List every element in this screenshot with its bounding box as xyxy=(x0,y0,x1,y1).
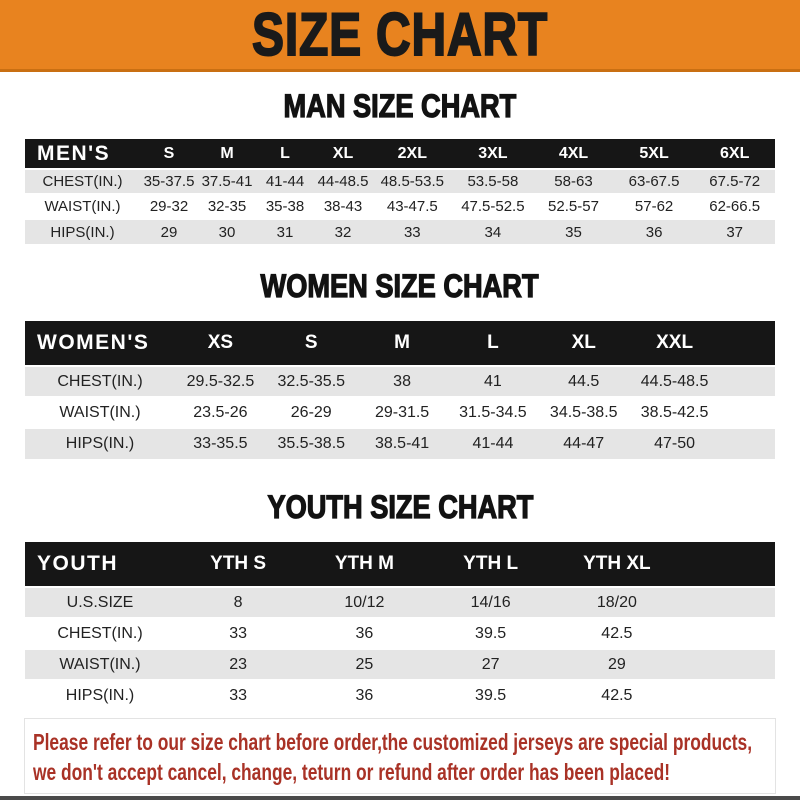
value-cell: 34 xyxy=(453,219,534,244)
table-row xyxy=(25,587,775,618)
value-cell: 31.5-34.5 xyxy=(447,397,538,428)
women-section-heading-text: WOMEN SIZE CHART xyxy=(260,268,540,304)
table-title-cell: YOUTH xyxy=(25,542,175,587)
disclaimer-line-2: we don't accept cancel, change, teturn or refund after order has been placed! xyxy=(33,759,671,785)
value-cell: 25 xyxy=(301,649,427,680)
value-cell: 26-29 xyxy=(266,397,357,428)
value-cell: 29-31.5 xyxy=(357,397,448,428)
value-cell: 41-44 xyxy=(256,169,314,194)
youth-section-heading-text: YOUTH SIZE CHART xyxy=(267,489,533,525)
value-cell: 62-66.5 xyxy=(694,194,775,219)
size-header-cell: YTH M xyxy=(301,542,427,587)
size-header-cell: M xyxy=(198,139,256,169)
table-row xyxy=(25,680,775,711)
value-cell: 35.5-38.5 xyxy=(266,428,357,459)
value-cell: 44-48.5 xyxy=(314,169,372,194)
spacer-cell xyxy=(680,649,775,680)
size-header-cell: L xyxy=(256,139,314,169)
youth-size-section xyxy=(0,489,800,711)
disclaimer-line-1: Please refer to our size chart before order,the customized jerseys are special products, xyxy=(33,729,753,755)
size-header-cell: M xyxy=(357,321,448,366)
spacer-cell xyxy=(720,397,775,428)
men-size-table xyxy=(25,139,775,244)
value-cell: 52.5-57 xyxy=(533,194,614,219)
table-title-cell: MEN'S xyxy=(25,139,140,169)
value-cell: 41 xyxy=(447,366,538,397)
row-label-cell: CHEST(IN.) xyxy=(25,366,175,397)
women-size-section xyxy=(0,268,800,459)
row-label-cell: HIPS(IN.) xyxy=(25,428,175,459)
value-cell: 44-47 xyxy=(538,428,629,459)
value-cell: 38 xyxy=(357,366,448,397)
size-header-cell: XL xyxy=(314,139,372,169)
value-cell: 67.5-72 xyxy=(694,169,775,194)
size-header-cell: XL xyxy=(538,321,629,366)
value-cell: 33 xyxy=(175,618,301,649)
table-row xyxy=(25,428,775,459)
banner-title: SIZE CHART xyxy=(252,1,548,68)
value-cell: 32 xyxy=(314,219,372,244)
row-label-cell: U.S.SIZE xyxy=(25,587,175,618)
value-cell: 39.5 xyxy=(428,618,554,649)
row-label-cell: HIPS(IN.) xyxy=(25,219,140,244)
value-cell: 39.5 xyxy=(428,680,554,711)
spacer-cell xyxy=(680,587,775,618)
spacer-cell xyxy=(680,542,775,587)
value-cell: 33 xyxy=(372,219,453,244)
value-cell: 44.5 xyxy=(538,366,629,397)
value-cell: 18/20 xyxy=(554,587,680,618)
value-cell: 37.5-41 xyxy=(198,169,256,194)
value-cell: 14/16 xyxy=(428,587,554,618)
bottom-edge-strip xyxy=(0,796,800,800)
value-cell: 29 xyxy=(554,649,680,680)
table-row xyxy=(25,169,775,194)
value-cell: 10/12 xyxy=(301,587,427,618)
size-header-cell: YTH L xyxy=(428,542,554,587)
value-cell: 47.5-52.5 xyxy=(453,194,534,219)
table-row xyxy=(25,194,775,219)
value-cell: 23 xyxy=(175,649,301,680)
value-cell: 32-35 xyxy=(198,194,256,219)
value-cell: 35-38 xyxy=(256,194,314,219)
value-cell: 8 xyxy=(175,587,301,618)
value-cell: 31 xyxy=(256,219,314,244)
size-header-cell: 4XL xyxy=(533,139,614,169)
value-cell: 38.5-41 xyxy=(357,428,448,459)
size-header-cell: XS xyxy=(175,321,266,366)
size-header-cell: 2XL xyxy=(372,139,453,169)
value-cell: 38-43 xyxy=(314,194,372,219)
value-cell: 35-37.5 xyxy=(140,169,198,194)
size-header-cell: XXL xyxy=(629,321,720,366)
value-cell: 36 xyxy=(301,680,427,711)
row-label-cell: WAIST(IN.) xyxy=(25,649,175,680)
value-cell: 53.5-58 xyxy=(453,169,534,194)
value-cell: 37 xyxy=(694,219,775,244)
youth-section-heading xyxy=(0,489,800,526)
value-cell: 38.5-42.5 xyxy=(629,397,720,428)
value-cell: 36 xyxy=(614,219,695,244)
value-cell: 42.5 xyxy=(554,618,680,649)
size-header-cell: YTH S xyxy=(175,542,301,587)
value-cell: 63-67.5 xyxy=(614,169,695,194)
men-section-heading-text: MAN SIZE CHART xyxy=(283,88,517,124)
value-cell: 36 xyxy=(301,618,427,649)
value-cell: 33 xyxy=(175,680,301,711)
spacer-cell xyxy=(680,680,775,711)
table-row xyxy=(25,366,775,397)
spacer-cell xyxy=(680,618,775,649)
value-cell: 32.5-35.5 xyxy=(266,366,357,397)
size-header-cell: 5XL xyxy=(614,139,695,169)
row-label-cell: CHEST(IN.) xyxy=(25,618,175,649)
table-row xyxy=(25,219,775,244)
table-row xyxy=(25,618,775,649)
value-cell: 29 xyxy=(140,219,198,244)
value-cell: 23.5-26 xyxy=(175,397,266,428)
size-header-cell: L xyxy=(447,321,538,366)
spacer-cell xyxy=(720,321,775,366)
value-cell: 35 xyxy=(533,219,614,244)
value-cell: 58-63 xyxy=(533,169,614,194)
youth-size-table xyxy=(25,542,775,711)
value-cell: 44.5-48.5 xyxy=(629,366,720,397)
row-label-cell: HIPS(IN.) xyxy=(25,680,175,711)
value-cell: 41-44 xyxy=(447,428,538,459)
table-header-row xyxy=(25,321,775,366)
value-cell: 34.5-38.5 xyxy=(538,397,629,428)
table-header-row xyxy=(25,542,775,587)
value-cell: 48.5-53.5 xyxy=(372,169,453,194)
table-header-row xyxy=(25,139,775,169)
value-cell: 47-50 xyxy=(629,428,720,459)
men-section-heading xyxy=(0,88,800,125)
size-header-cell: 3XL xyxy=(453,139,534,169)
row-label-cell: WAIST(IN.) xyxy=(25,194,140,219)
row-label-cell: CHEST(IN.) xyxy=(25,169,140,194)
women-size-table xyxy=(25,321,775,459)
size-header-cell: S xyxy=(140,139,198,169)
spacer-cell xyxy=(720,428,775,459)
table-row xyxy=(25,397,775,428)
value-cell: 30 xyxy=(198,219,256,244)
size-header-cell: 6XL xyxy=(694,139,775,169)
table-row xyxy=(25,649,775,680)
spacer-cell xyxy=(720,366,775,397)
value-cell: 42.5 xyxy=(554,680,680,711)
table-title-cell: WOMEN'S xyxy=(25,321,175,366)
size-header-cell: YTH XL xyxy=(554,542,680,587)
value-cell: 29-32 xyxy=(140,194,198,219)
row-label-cell: WAIST(IN.) xyxy=(25,397,175,428)
women-section-heading xyxy=(0,268,800,305)
size-chart-banner xyxy=(0,0,800,72)
value-cell: 29.5-32.5 xyxy=(175,366,266,397)
value-cell: 33-35.5 xyxy=(175,428,266,459)
men-size-section xyxy=(0,88,800,244)
size-header-cell: S xyxy=(266,321,357,366)
disclaimer-note xyxy=(24,718,776,794)
value-cell: 43-47.5 xyxy=(372,194,453,219)
value-cell: 27 xyxy=(428,649,554,680)
value-cell: 57-62 xyxy=(614,194,695,219)
